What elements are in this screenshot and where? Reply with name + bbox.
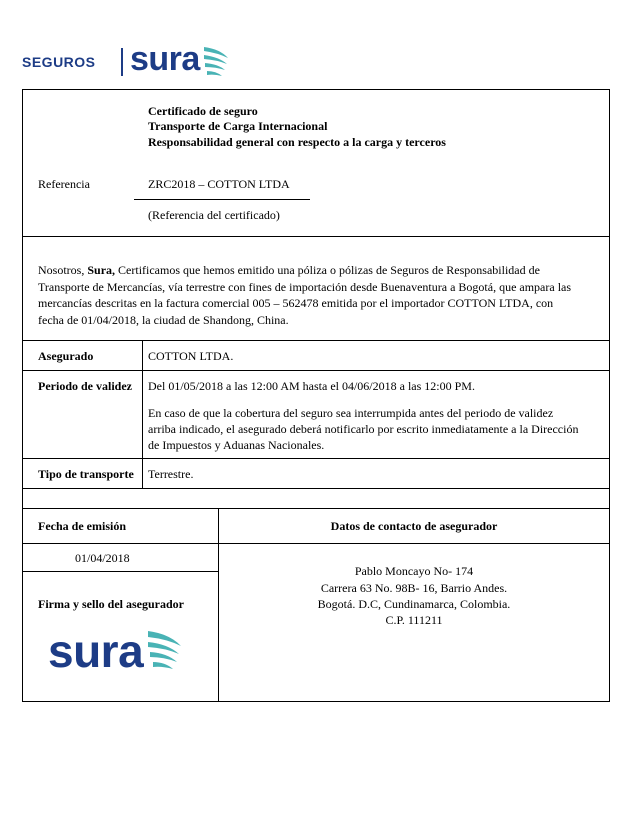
signature-wing-icon: [146, 628, 186, 674]
rule-after-date: [22, 571, 218, 572]
contact-label: Datos de contacto de asegurador: [330, 519, 498, 533]
signature-sura-wordmark: sura: [48, 625, 144, 677]
transport-value: Terrestre.: [148, 467, 194, 481]
contact-line2: Carrera 63 No. 98B- 16, Barrio Andes.: [320, 581, 508, 595]
transport-label: Tipo de transporte: [38, 467, 134, 481]
rule-after-transport: [22, 488, 610, 489]
logo-separator: [121, 48, 123, 76]
insured-label: Asegurado: [38, 349, 94, 363]
reference-label: Referencia: [38, 177, 90, 191]
reference-note: (Referencia del certificado): [148, 208, 280, 222]
statement-line3: mercancías descritas en la factura comercial 005 – 562478 emitida por el importador COTTON LTDA, con: [38, 296, 554, 310]
reference-underline: [134, 199, 310, 200]
issue-date-label: Fecha de emisión: [38, 519, 126, 533]
statement-line4: fecha de 01/04/2018, la ciudad de Shandong, China.: [38, 312, 289, 327]
sura-wordmark: sura: [130, 40, 200, 78]
contact-line3: Bogotá. D.C, Cundinamarca, Colombia.: [317, 597, 511, 611]
contact-line4: C.P. 111211: [385, 613, 443, 627]
rule-after-title: [22, 236, 610, 237]
certificate-title-line1: Certificado de seguro: [148, 104, 258, 118]
validity-note-line2: arriba indicado, el asegurado deberá notificarlo por escrito inmediatamente a la Dirección: [148, 422, 579, 436]
sura-wing-icon: [202, 44, 232, 80]
rule-top: [22, 89, 610, 90]
validity-value: Del 01/05/2018 a las 12:00 AM hasta el 04/06/2018 a las 12:00 PM.: [148, 379, 475, 393]
statement-company: Sura,: [87, 263, 116, 277]
rule-after-footer-head: [22, 543, 610, 544]
statement-line2: Transporte de Mercancías, vía terrestre con fines de importación desde Buenaventura a Bogotá, que ampara las: [38, 279, 572, 294]
rule-spacer: [22, 508, 610, 509]
insured-value: COTTON LTDA.: [148, 349, 234, 363]
seguros-wordmark: SEGUROS: [22, 54, 96, 70]
statement-paragraph: [38, 262, 598, 328]
issue-date-value: 01/04/2018: [75, 551, 130, 565]
certificate-title-line3: Responsabilidad general con respecto a la carga y terceros: [148, 135, 446, 149]
rule-after-insured: [22, 370, 610, 371]
rule-left: [22, 89, 23, 701]
certificate-title-line2: Transporte de Carga Internacional: [148, 119, 328, 133]
validity-label: Periodo de validez: [38, 379, 132, 393]
validity-note-line1: En caso de que la cobertura del seguro sea interrumpida antes del periodo de validez: [148, 406, 554, 420]
statement-line1-rest: Certificamos que hemos emitido una póliza o pólizas de Seguros de Responsabilidad de: [115, 263, 540, 277]
signature-label: Firma y sello del asegurador: [38, 597, 184, 611]
rule-bottom: [22, 701, 610, 702]
validity-note-line3: de Impuestos y Aduanas Nacionales.: [148, 438, 325, 452]
rule-details-column: [142, 340, 143, 488]
rule-after-statement: [22, 340, 610, 341]
contact-line1: Pablo Moncayo No- 174: [354, 564, 474, 578]
reference-value: ZRC2018 – COTTON LTDA: [148, 177, 290, 191]
statement-line1-prefix: Nosotros,: [38, 263, 88, 277]
rule-after-validity: [22, 458, 610, 459]
